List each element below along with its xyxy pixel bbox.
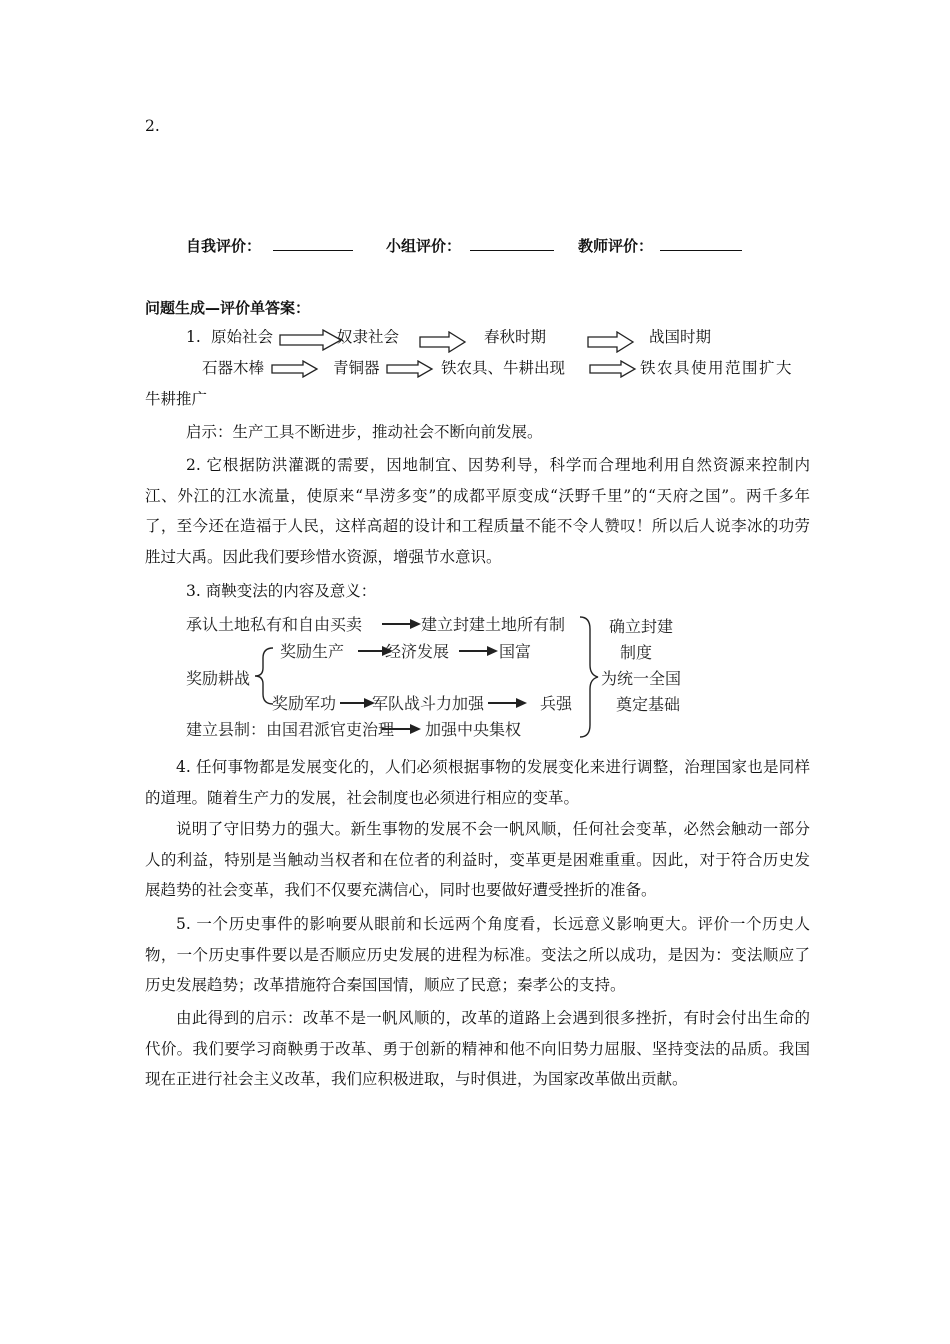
q1-stage-4: 战国时期: [649, 328, 712, 346]
q3-title: 3. 商鞅变法的内容及意义：: [186, 582, 377, 600]
arrow-icon: [271, 360, 319, 378]
q1-stage-1: 原始社会: [211, 328, 274, 346]
diagram-significance-4: 奠定基础: [616, 695, 681, 714]
arrow-icon: [459, 645, 499, 657]
arrow-icon: [340, 697, 376, 709]
arrow-icon: [419, 331, 467, 353]
arrow-icon: [279, 329, 343, 351]
diagram-county-system: 建立县制：由国君派官吏治理: [186, 720, 395, 739]
q1-continuation: 牛耕推广: [145, 390, 208, 408]
teacher-evaluation-blank[interactable]: [660, 234, 742, 251]
arrow-icon: [589, 360, 637, 378]
answer-heading: 问题生成—评价单答案：: [145, 299, 311, 317]
teacher-evaluation-label: 教师评价：: [578, 237, 654, 255]
group-evaluation-blank[interactable]: [470, 234, 554, 251]
diagram-centralization: 加强中央集权: [425, 720, 522, 739]
q1-number: 1.: [186, 328, 201, 346]
group-evaluation-label: 小组评价：: [386, 237, 462, 255]
diagram-army: 军队战斗力加强: [372, 694, 485, 713]
q1-tool-1: 石器木棒: [202, 359, 265, 377]
diagram-land-policy: 承认土地私有和自由买卖: [186, 615, 363, 634]
arrow-icon: [488, 697, 528, 709]
q1-tool-3: 铁农具、牛耕出现: [441, 359, 566, 377]
diagram-rich-country: 国富: [499, 642, 532, 661]
q4-answer-2: 说明了守旧势力的强大。新生事物的发展不会一帆风顺，任何社会变革，必然会触动一部分人的利益，特别是当触动当权者和在位者的利益时，变革更是困难重重。因此，对于符合历史发展趋势的社会变革，我们不仅要充满信心，同时也要做好遭受挫折的准备。: [145, 820, 810, 899]
q1-tool-2: 青铜器: [333, 359, 380, 377]
self-evaluation-blank[interactable]: [273, 234, 353, 251]
diagram-strong-army: 兵强: [540, 694, 573, 713]
diagram-reward: 奖励耕战: [186, 669, 251, 688]
diagram-reward-farming: 奖励生产: [280, 642, 345, 661]
q4-answer-1: 4. 任何事物都是发展变化的，人们必须根据事物的发展变化来进行调整，治理国家也是同样的道理。随着生产力的发展，社会制度也必须进行相应的变革。: [145, 758, 810, 807]
arrow-icon: [382, 723, 422, 735]
diagram-economy: 经济发展: [385, 642, 450, 661]
arrow-icon: [382, 618, 422, 630]
right-brace-icon: [578, 615, 600, 739]
self-evaluation-label: 自我评价：: [186, 237, 262, 255]
q2-answer: 2. 它根据防洪灌溉的需要，因地制宜、因势利导，科学而合理地利用自然资源来控制内江、外江的江水流量，使原来“旱涝多变”的成都平原变成“沃野千里”的“天府之国”。两千多年了，至今还在造福于人民，这样高超的设计和工程质量不能不令人赞叹！所以后人说李冰的功劳胜过大禹。因此我们要珍惜水资源，增强节水意识。: [145, 456, 810, 566]
diagram-significance-1: 确立封建: [609, 617, 674, 636]
q1-stage-3: 春秋时期: [484, 328, 547, 346]
diagram-reward-military: 奖励军功: [272, 694, 337, 713]
q5-answer-2: 由此得到的启示：改革不是一帆风顺的，改革的道路上会遇到很多挫折，有时会付出生命的代价。我们要学习商鞅勇于改革、勇于创新的精神和他不向旧势力屈服、坚持变法的品质。我国现在正进行社会主义改革，我们应积极进取，与时俱进，为国家改革做出贡献。: [145, 1009, 810, 1088]
arrow-icon: [587, 331, 635, 353]
arrow-icon: [386, 360, 434, 378]
q5-answer-1: 5. 一个历史事件的影响要从眼前和长远两个角度看，长远意义影响更大。评价一个历史人物，一个历史事件要以是否顺应历史发展的进程为标准。变法之所以成功，是因为：变法顺应了历史发展趋势；改革措施符合秦国国情，顺应了民意；秦孝公的支持。: [145, 915, 810, 994]
diagram-significance-3: 为统一全国: [601, 669, 682, 688]
diagram-land-result: 建立封建土地所有制: [421, 615, 566, 634]
section-number: 2.: [145, 117, 160, 135]
diagram-significance-2: 制度: [620, 643, 653, 662]
q1-insight: 启示：生产工具不断进步，推动社会不断向前发展。: [186, 423, 543, 441]
q1-tool-4: 铁农具使用范围扩大: [640, 359, 794, 377]
q1-stage-2: 奴隶社会: [337, 328, 400, 346]
